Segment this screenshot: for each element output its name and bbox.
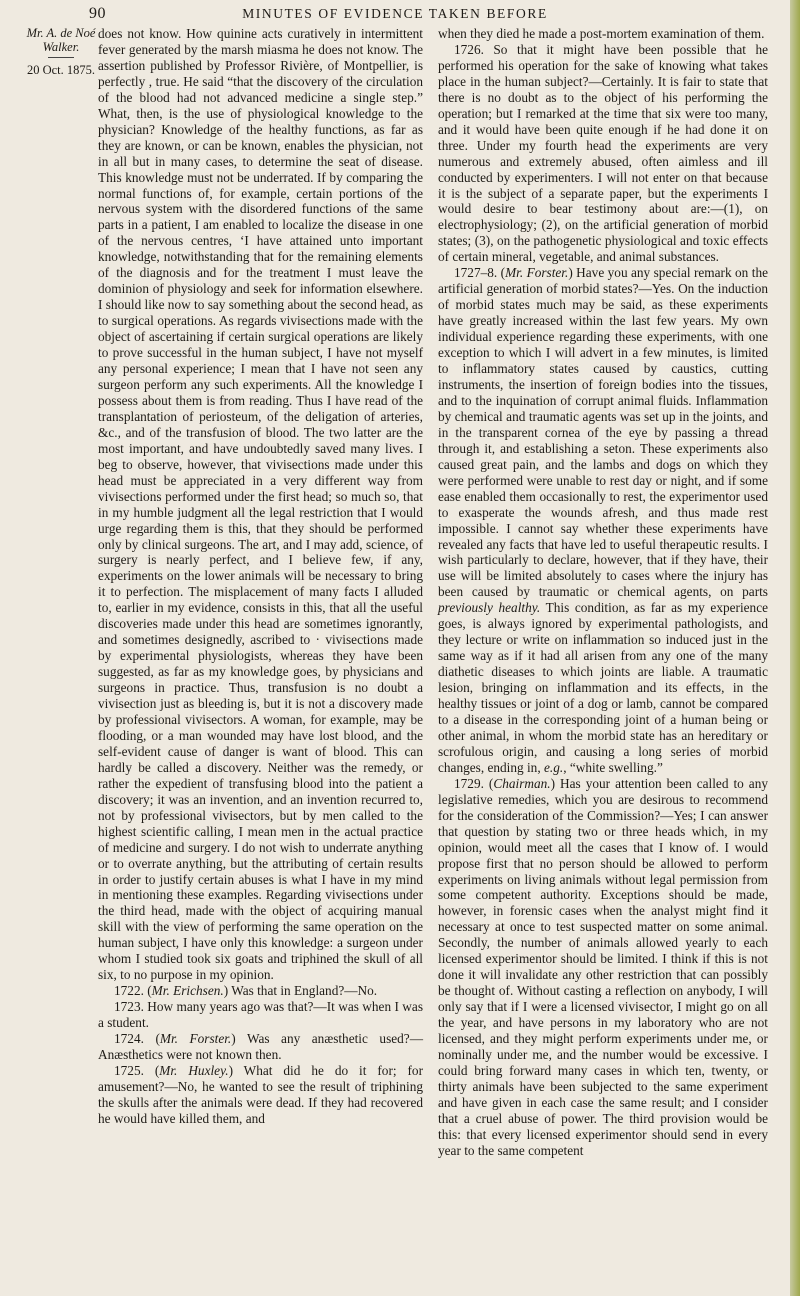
text-run: 1725. (	[114, 1062, 160, 1078]
paragraph	[438, 42, 768, 265]
italic-text: Chairman.	[493, 775, 551, 791]
italic-text: previously healthy.	[438, 600, 541, 616]
text-run: ) Have you any special remark on the artificial generation of morbid states?—Yes. On the induction of morbid states much may be said, as these experiments have greatly increased within the last few years. My own individual experience regarding these experiments, with one exception to which I will advert in a few minutes, is limited to inflammatory states caused by caustics, cutting instruments, the insertion of foreign bodies into the tissues, and to the inquination of corrupt animal fluids. Inflammation by chemical and traumatic agents was set up in the joints, and in the transparent cornea of the eye by passing a thread through it, and establishing a seton. These experiments also caused great pain, and the lambs and dogs on which they were performed were unable to rest day or night, and if some ease enabled them occasionally to rest, the experimentor used to exasperate the wounds afresh, and thus made rest impossible. I cannot say whether these experiments have revealed any facts that have led to useful therapeutic results. I wish particularly to declare, however, that if they have, their use will be limited absolutely to cases where the injury has been caused by traumatic or chemical agents, on parts	[438, 265, 768, 600]
text-run: 1727–8. (	[454, 265, 506, 281]
page-number: 90	[89, 5, 106, 22]
paragraph	[98, 26, 423, 983]
text-run: does not know. How quinine acts curatively in intermittent fever generated by the marsh miasma he does not know. The assertion published by Professor Rivière, of Montpellier, is perfectly , true. He said “that the discovery of the circulation of the blood had not advanced medicine a single step.” What, then, is the use of physiological knowledge to the physician? Knowledge of the healthy functions, as far as they are known, or can be known, enables the physician, not in all but in many cases, to determine the seat of disease. This knowledge must not be underrated. If by comparing the normal functions of, for example, certain portions of the nervous system with the disordered functions of the same parts in a patient, I am enabled to localize the disease in one of the nervous centres, ‘I have attained unto important knowledge, notwithstanding that for the remaining elements of the diagnosis and for the treatment I must leave the dominion of physiology and seek for information elsewhere. I should like now to say something about the second head, as to surgical operations. As regards vivisections made with the object of ascertaining if certain surgical operations are likely to prove successful in the human subject, I have not myself any personal experience; I mean that I have not seen any surgeon perform any such experiments. All the knowledge I possess about them is from reading. Thus I have read of the transplantation of periosteum, of the deligation of arteries, &c., and of the transfusion of blood. The two latter are the most important, and have undoubtedly saved many lives. I beg to observe, however, that vivisections made under this head must be appreciated in a very different way from vivisections performed under the first head; so much so, that in my humble judgment all the legal restriction that I would urge regarding them is this, that they should be performed only by clinical surgeons. The art, and I may add, science, of surgery is nearly perfect, and I believe few, if any, experiments on the lower animals will be necessary to bring it to perfection. The misplacement of many facts I alluded to, earlier in my evidence, consists in this, that all the useful discoveries made under this head are sometimes ignorantly, and sometimes designedly, ascribed to · vivisections made by experimental physiologists, whereas they have been suggested, as far as my knowledge goes, by physicians and surgeons in practice. Thus, transfusion is no doubt a vivisection just as bleeding is, but it is not a discovery made by professional vivisectors. A woman, for example, may be flooding, or a man wounded may have lost blood, and the self-evident cause of danger is want of blood. This can hardly be called a discovery. Neither was the remedy, or rather the expedient of transfusing blood into the patient a discovery; it was an invention, and an invention recurred to, not by professional vivisectors, but by men called to the highest scientific calling, I mean men in the actual practice of medicine and surgery. I do not wish to underrate anything or to overrate anything, but the attributing of certain results in order to justify certain abuses is what I have in my mind in mentioning these examples. Regarding vivisections under the third head, made with the object of acquiring manual skill with the view of performing the same operation on the human subject, I have only this knowledge: a surgeon under whom I studied took six goats and triphined the skull of all six, to no purpose in my opinion.	[98, 26, 423, 983]
paragraph	[98, 983, 423, 999]
italic-text: Mr. Forster.	[505, 265, 569, 281]
text-run: 1726. So that it might have been possible that he performed his operation for the sake of knowing what takes place in the human subject?—Certainly. It is fair to state that there is no doubt as to the object of his performing the operation; but I remarked at the time that six were too many, and it would have been quite enough if he had done it on three. Under my fourth head the experiments are very numerous and extremely abused, often aimless and ill conducted by experimenters. I will not enter on that because it is the subject of a separate paper, but the experiments I would desire to bear testimony about are:—(1), on electrophysiology; (2), on the artificial generation of morbid states; (3), on the pathogenetic physiological and toxic effects of certain mineral, vegetable, and animal substances.	[438, 41, 768, 265]
page-header	[0, 2, 790, 26]
text-run: , “white swelling.”	[563, 759, 663, 775]
italic-text: Mr. Erichsen.	[151, 983, 224, 999]
paragraph	[98, 999, 423, 1031]
left-column	[98, 26, 423, 1127]
session-date: 20 Oct. 1875.	[26, 63, 96, 77]
text-run: 1729. (	[454, 775, 494, 791]
paragraph	[438, 26, 768, 42]
paragraph	[438, 265, 768, 776]
running-head: MINUTES OF EVIDENCE TAKEN BEFORE	[242, 6, 548, 21]
italic-text: Mr. Forster.	[159, 1031, 232, 1047]
text-run: ) Has your attention been called to any legislative remedies, which you are desirous to recommend for the consideration of the Commission?—Yes; I can answer that question by stating two or three heads which, in my opinion, would meet all the cases that I know of. I would propose first that no person should be allowed to perform experiments on living animals without legal permission from some competent authority. Exceptions should be made, however, in forensic cases when the analyst might find it necessary at once to test suspected matter on some animal. Secondly, the number of animals allowed yearly to each licensed experimentor should be limited. I think if this is not done it will invalidate any other restriction that can possibly be thought of. Without casting a reflection on anybody, I will only say that if I were a licensed vivisector, I might go on all the year, and have persons in my laboratory who are not licensed, and they might perform experiments under me, or nominally under me, and the number would be excessive. I could bring forward many cases in which ten, twenty, or thirty animals have been subjected to the same experiment and have given in each case the same result; and I consider that a cruel abuse of power. The third provision would be this: that every licensed experimentor should send in every year to the same competent	[438, 775, 769, 1158]
text-run: 1722. (	[114, 983, 152, 999]
paragraph	[98, 1031, 423, 1063]
margin-note	[26, 27, 96, 78]
italic-text: Mr. Huxley.	[159, 1062, 229, 1078]
paragraph	[98, 1063, 423, 1127]
page-edge-strip	[790, 0, 800, 1296]
text-run: 1723. How many years ago was that?—It was when I was a student.	[98, 999, 423, 1031]
text-run: ) Was that in England?—No.	[223, 983, 378, 999]
text-run: ) What did he do it for; for amusement?—No, he wanted to see the result of triphining the skulls after the animals were dead. If they had recovered he would have killed them, and	[98, 1062, 423, 1126]
text-run: when they died he made a post-mortem examination of them.	[438, 26, 765, 41]
italic-text: e.g.	[543, 759, 564, 775]
text-run: 1724. (	[114, 1031, 160, 1047]
margin-rule	[48, 57, 74, 58]
text-run: ) Was any anæsthetic used?—Anæsthetics were not known then.	[98, 1031, 423, 1062]
paragraph	[438, 776, 768, 1159]
witness-name: Mr. A. de Noé Walker.	[26, 26, 96, 54]
text-run: This condition, as far as my experience goes, is always ignored by experimental pathologists, and they lecture or write on inflammation so induced just in the same way as if it had all arisen from any one of the many diathetic diseases to which joints are liable. A traumatic lesion, bringing on inflammation and its effects, in the healthy tissues or joint of a dog or lamb, cannot be compared to a disease in the corresponding joint of a human being or other animal, in whom the morbid state has an hereditary or scrofulous origin, and causing a long series of morbid changes, ending in,	[438, 600, 768, 775]
right-column	[438, 26, 768, 1159]
